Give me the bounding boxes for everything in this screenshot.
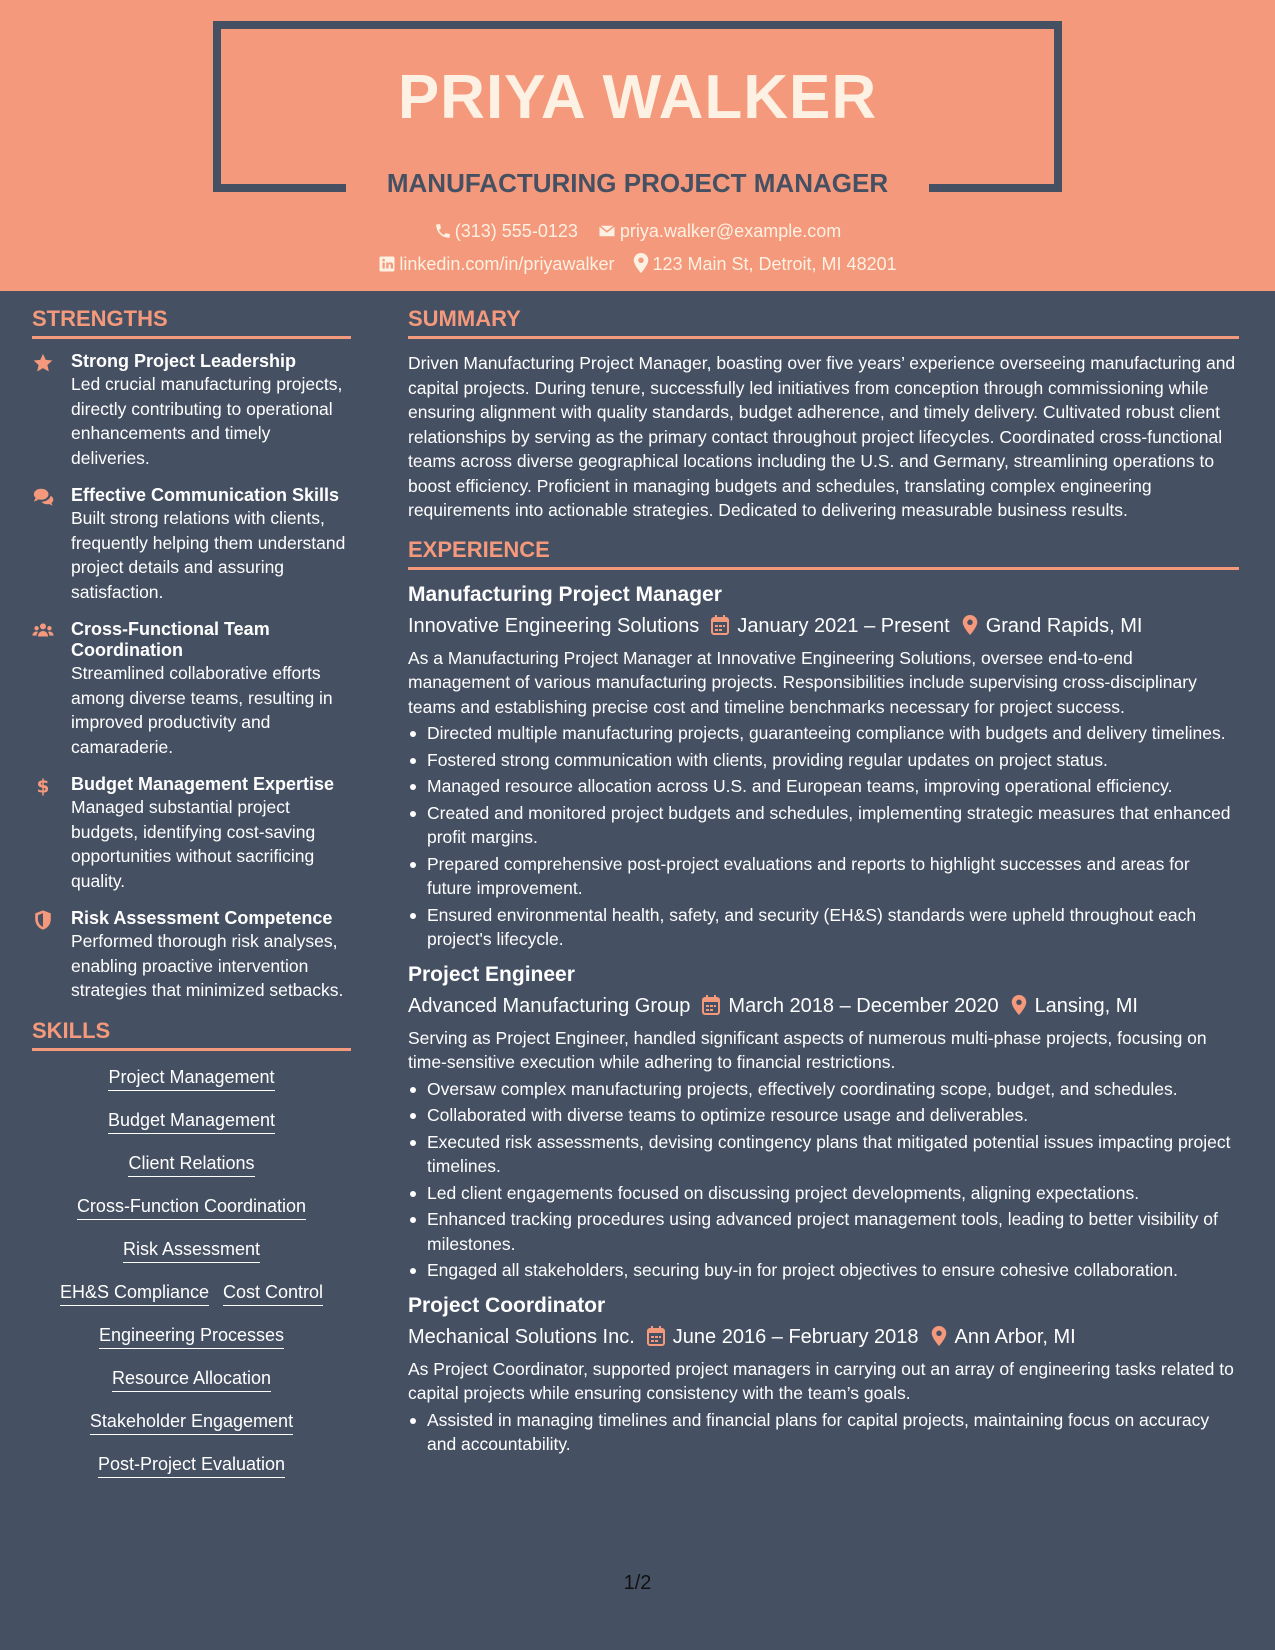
address-text: 123 Main St, Detroit, MI 48201	[652, 254, 897, 274]
bullet-item: Led client engagements focused on discussing project developments, aligning expectations.	[408, 1181, 1239, 1206]
strength-title: Risk Assessment Competence	[71, 908, 333, 928]
page-number: 1/2	[623, 1572, 652, 1594]
right-column	[408, 306, 1239, 1467]
job-company: Innovative Engineering Solutions	[408, 614, 700, 637]
skills-list	[32, 1063, 351, 1495]
job-bullets	[408, 721, 1239, 952]
contact-linkedin[interactable]	[378, 254, 614, 275]
job-entry	[408, 962, 1239, 1283]
contact-phone[interactable]	[434, 221, 578, 242]
location-pin-icon	[633, 253, 649, 273]
bullet-item: Created and monitored project budgets and schedules, implementing strategic measures that enhanced profit margins.	[408, 801, 1239, 850]
job-description: As Project Coordinator, supported project managers in carrying out an array of engineering tasks related to capital projects while ensuring consistency with the team’s goals.	[408, 1358, 1234, 1403]
resume-header	[0, 0, 1275, 291]
bullet-item: Ensured environmental health, safety, and security (EH&S) standards were upheld throughout each project's lifecycle.	[408, 903, 1239, 952]
job-description: As a Manufacturing Project Manager at Innovative Engineering Solutions, oversee end-to-end management of various manufacturing projects. Responsibilities include supervising cross-disciplinary teams and establishing precise cost and timeline benchmarks necessary for project success.	[408, 647, 1197, 717]
skill-tag: Engineering Processes	[99, 1323, 284, 1349]
left-column	[32, 306, 351, 1495]
strength-desc: Managed substantial project budgets, identifying cost-saving opportunities without sacrificing quality.	[71, 797, 316, 891]
skill-tag: EH&S Compliance	[60, 1280, 209, 1306]
shield-icon	[32, 909, 54, 931]
skill-tag: Budget Management	[108, 1108, 275, 1134]
job-location: Grand Rapids, MI	[985, 614, 1143, 637]
phone-text: (313) 555-0123	[454, 221, 578, 241]
skill-tag: Client Relations	[128, 1151, 254, 1177]
job-title: Project Engineer	[408, 962, 575, 986]
strength-item	[32, 908, 351, 1003]
job-meta	[408, 993, 1239, 1019]
job-location: Ann Arbor, MI	[954, 1325, 1076, 1348]
strength-item	[32, 619, 351, 759]
contact-email[interactable]	[597, 221, 841, 242]
strength-item	[32, 774, 351, 893]
candidate-title: MANUFACTURING PROJECT MANAGER	[386, 168, 889, 198]
calendar-icon	[647, 1326, 665, 1346]
location-pin-icon	[931, 1326, 947, 1346]
envelope-icon	[597, 222, 617, 240]
email-text: priya.walker@example.com	[619, 221, 842, 241]
calendar-icon	[702, 995, 720, 1015]
job-title: Manufacturing Project Manager	[408, 582, 722, 606]
svg-text:$: $	[36, 776, 50, 797]
calendar-icon	[711, 615, 729, 635]
job-company: Mechanical Solutions Inc.	[408, 1325, 635, 1348]
skill-tag: Risk Assessment	[123, 1237, 260, 1263]
job-meta	[408, 613, 1239, 639]
bullet-item: Executed risk assessments, devising contingency plans that mitigated potential issues impacting project timelines.	[408, 1130, 1239, 1179]
experience-heading: EXPERIENCE	[408, 537, 1239, 570]
bullet-item: Directed multiple manufacturing projects, guaranteeing compliance with budgets and delivery timelines.	[408, 721, 1239, 746]
phone-icon	[434, 222, 452, 240]
job-meta	[408, 1324, 1239, 1350]
bullet-item: Fostered strong communication with clients, providing regular updates on project status.	[408, 748, 1239, 773]
job-title: Project Coordinator	[408, 1293, 606, 1317]
strength-title: Strong Project Leadership	[71, 351, 297, 371]
job-location: Lansing, MI	[1034, 994, 1138, 1017]
strength-desc: Streamlined collaborative efforts among diverse teams, resulting in improved productivity and camaraderie.	[71, 663, 333, 757]
strength-desc: Led crucial manufacturing projects, directly contributing to operational enhancements and timely deliveries.	[71, 374, 343, 468]
job-entry	[408, 582, 1239, 952]
job-dates: June 2016 – February 2018	[672, 1325, 919, 1348]
job-bullets	[408, 1077, 1239, 1283]
dollar-icon	[32, 775, 54, 797]
bullet-item: Assisted in managing timelines and financial plans for capital projects, maintaining focus on accuracy and accountability.	[408, 1408, 1239, 1457]
skill-tag: Cost Control	[223, 1280, 323, 1306]
strength-desc: Built strong relations with clients, frequently helping them understand project details and assuring satisfaction.	[71, 508, 346, 602]
skill-tag: Resource Allocation	[112, 1366, 271, 1392]
linkedin-text: linkedin.com/in/priyawalker	[399, 254, 615, 274]
header-frame	[213, 21, 1062, 29]
summary-heading: SUMMARY	[408, 306, 1239, 339]
bullet-item: Collaborated with diverse teams to optimize resource usage and deliverables.	[408, 1103, 1239, 1128]
skill-tag: Post-Project Evaluation	[98, 1452, 285, 1478]
linkedin-icon	[378, 255, 396, 273]
comments-icon	[32, 486, 54, 508]
job-description: Serving as Project Engineer, handled significant aspects of numerous multi-phase projects, focusing on time-sensitive execution while adhering to financial restrictions.	[408, 1027, 1207, 1072]
strength-item	[32, 351, 351, 470]
bullet-item: Engaged all stakeholders, securing buy-in for project objectives to ensure cohesive collaboration.	[408, 1258, 1239, 1283]
job-company: Advanced Manufacturing Group	[408, 994, 691, 1017]
contact-row	[0, 253, 1275, 275]
skill-tag: Project Management	[108, 1065, 274, 1091]
strengths-heading: STRENGTHS	[32, 306, 351, 339]
bullet-item: Prepared comprehensive post-project evaluations and reports to highlight successes and areas for future improvement.	[408, 852, 1239, 901]
strength-title: Effective Communication Skills	[71, 485, 340, 505]
job-bullets	[408, 1408, 1239, 1457]
strength-item	[32, 485, 351, 604]
strength-desc: Performed thorough risk analyses, enabling proactive intervention strategies that minimized setbacks.	[71, 931, 344, 1000]
skill-tag: Cross-Function Coordination	[77, 1194, 306, 1220]
bullet-item: Enhanced tracking procedures using advanced project management tools, leading to better visibility of milestones.	[408, 1207, 1239, 1256]
location-pin-icon	[962, 615, 978, 635]
job-entry	[408, 1293, 1239, 1457]
bullet-item: Managed resource allocation across U.S. and European teams, improving operational efficiency.	[408, 774, 1239, 799]
job-dates: March 2018 – December 2020	[728, 994, 999, 1017]
bullet-item: Oversaw complex manufacturing projects, effectively coordinating scope, budget, and schedules.	[408, 1077, 1239, 1102]
candidate-name: PRIYA WALKER	[397, 63, 878, 132]
star-icon	[32, 352, 54, 374]
strength-title: Budget Management Expertise	[71, 774, 335, 794]
skills-heading: SKILLS	[32, 1018, 351, 1051]
contact-address	[633, 253, 896, 275]
users-icon	[32, 620, 54, 642]
summary-text: Driven Manufacturing Project Manager, boasting over five years’ experience overseeing manufacturing and capital projects. During tenure, successfully led initiatives from conception through commissioning while ensuring alignment with quality standards, budget adherence, and timely delivery. Cultivated robust client relationships by serving as the primary contact throughout project lifecycles. Coordinated cross-functional teams across diverse geographical locations including the U.S. and Germany, streamlining operations to boost efficiency. Proficient in managing budgets and schedules, translating complex engineering requirements into actionable strategies. Dedicated to delivering measurable business results.	[408, 353, 1236, 520]
contact-row	[0, 221, 1275, 242]
location-pin-icon	[1011, 995, 1027, 1015]
strength-title: Cross-Functional Team Coordination	[71, 619, 270, 660]
job-dates: January 2021 – Present	[737, 614, 950, 637]
skill-tag: Stakeholder Engagement	[90, 1409, 293, 1435]
